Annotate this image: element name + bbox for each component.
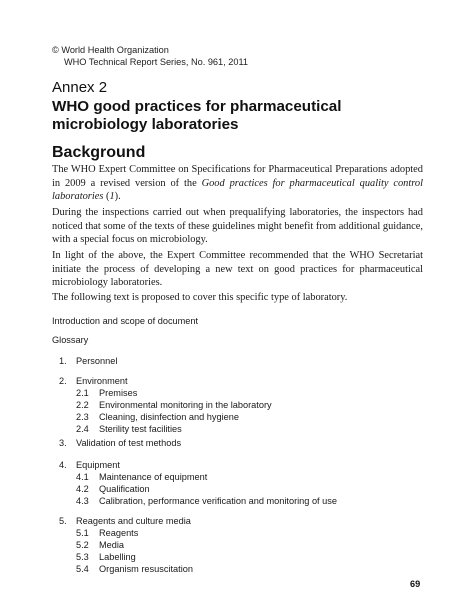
- toc-section: [59, 459, 120, 471]
- toc-subsection: [76, 563, 193, 575]
- toc-subsection-title: Calibration, performance verification and monitoring of use: [99, 496, 337, 506]
- paragraph-text: The WHO Expert Committee on Specifications for Pharmaceutical Preparations adopted in 2009 a revised version of the: [52, 164, 423, 189]
- copyright-block: [52, 44, 248, 68]
- toc-subsection-title: Sterility test facilities: [99, 424, 182, 434]
- toc-section-number: 5.: [59, 516, 67, 526]
- toc-subsection-number: 2.4: [76, 424, 89, 434]
- page-title: [52, 98, 452, 134]
- paragraph-text: (: [103, 191, 110, 203]
- toc-section-number: 2.: [59, 376, 67, 386]
- toc-subsection-title: Maintenance of equipment: [99, 472, 208, 482]
- background-paragraph-4: The following text is proposed to cover this specific type of laboratory.: [52, 292, 348, 303]
- toc-subsection-number: 2.2: [76, 400, 89, 410]
- paragraph-text: ).: [114, 191, 121, 203]
- toc-section-number: 4.: [59, 460, 67, 470]
- toc-subsection-number: 2.3: [76, 412, 89, 422]
- toc-subsection-number: 5.1: [76, 528, 89, 538]
- toc-subsection-title: Premises: [99, 388, 138, 398]
- page-number: 69: [410, 579, 421, 589]
- reference-number: 1: [109, 191, 115, 203]
- toc-section-title: Personnel: [76, 356, 118, 366]
- toc-subsection-number: 4.1: [76, 472, 89, 482]
- background-paragraph-2: During the inspections carried out when prequalifying laboratories, the inspectors had noticed that some of the texts of these guidelines might benefit from additional guidance, with a special focus on microbiology.: [52, 207, 423, 246]
- series-line: WHO Technical Report Series, No. 961, 2011: [64, 57, 249, 67]
- toc-intro: Introduction and scope of document: [52, 316, 199, 326]
- toc-subsection: [76, 551, 136, 563]
- toc-section-number: 3.: [59, 438, 67, 448]
- background-paragraph-3: In light of the above, the Expert Committee recommended that the WHO Secretariat initiate the process of developing a new text on good practices for pharmaceutical microbiology laboratories.: [52, 250, 423, 289]
- toc-subsection: [76, 411, 239, 423]
- title-line-1: WHO good practices for pharmaceutical: [52, 98, 342, 115]
- toc-section: [59, 375, 128, 387]
- toc-subsection-number: 4.3: [76, 496, 89, 506]
- annex-label: Annex 2: [52, 79, 108, 96]
- toc-subsection: [76, 483, 150, 495]
- toc-section-number: 1.: [59, 356, 67, 366]
- toc-glossary: Glossary: [52, 335, 89, 345]
- toc-subsection-number: 5.3: [76, 552, 89, 562]
- guideline-title-italic: Good practices for pharmaceutical quality control laboratories: [52, 177, 424, 203]
- toc-subsection-number: 2.1: [76, 388, 89, 398]
- toc-section: [59, 515, 191, 527]
- toc-subsection: [76, 423, 182, 435]
- background-heading: Background: [52, 144, 146, 161]
- background-paragraph-1: [52, 163, 423, 204]
- toc-subsection-title: Environmental monitoring in the laboratory: [99, 400, 272, 410]
- toc-subsection-title: Labelling: [99, 552, 136, 562]
- toc-subsection-title: Reagents: [99, 528, 139, 538]
- toc-subsection: [76, 495, 337, 507]
- toc-subsection-title: Organism resuscitation: [99, 564, 193, 574]
- toc-section: [59, 437, 181, 449]
- toc-section-title: Validation of test methods: [76, 438, 182, 448]
- toc-subsection-number: 5.4: [76, 564, 89, 574]
- toc-section-title: Reagents and culture media: [76, 516, 191, 526]
- toc-subsection-title: Cleaning, disinfection and hygiene: [99, 412, 239, 422]
- toc-subsection-title: Media: [99, 540, 125, 550]
- toc-subsection: [76, 539, 124, 551]
- title-line-2: microbiology laboratories: [52, 116, 239, 133]
- toc-section-title: Environment: [76, 376, 128, 386]
- toc-subsection-number: 5.2: [76, 540, 89, 550]
- toc-subsection: [76, 387, 137, 399]
- toc-subsection: [76, 399, 272, 411]
- toc-subsection: [76, 471, 207, 483]
- toc-subsection-number: 4.2: [76, 484, 89, 494]
- toc-subsection: [76, 527, 138, 539]
- toc-section-title: Equipment: [76, 460, 120, 470]
- toc-section: [59, 355, 117, 367]
- copyright-line: © World Health Organization: [52, 45, 169, 55]
- toc-subsection-title: Qualification: [99, 484, 150, 494]
